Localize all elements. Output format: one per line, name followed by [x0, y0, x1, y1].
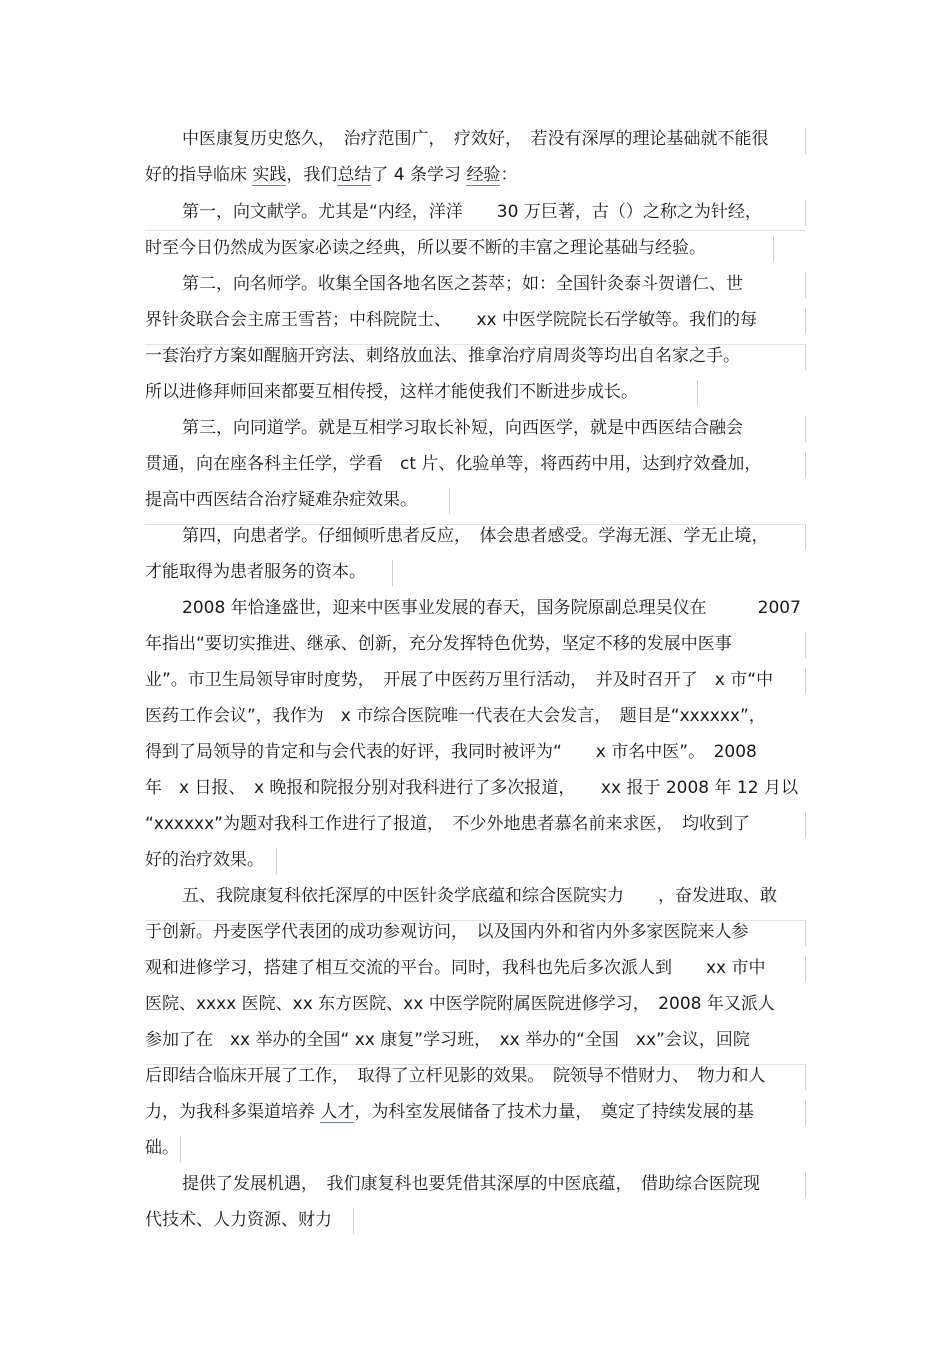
- text-run: 了 4 条学习: [371, 165, 462, 185]
- text-line: 所以进修拜师回来都要互相传授，这样才能使我们不断进步成长。: [145, 382, 638, 402]
- text-line: [145, 157, 517, 193]
- text-line: 医院、xxxx 医院、xx 东方医院、xx 中医学院附属医院进修学习， 2008 年又派人: [145, 994, 775, 1014]
- edge-mark: [353, 1208, 354, 1234]
- text-line: 础。: [145, 1138, 179, 1158]
- text-line: 第三，向同道学。就是互相学习取长补短，向西医学，就是中西医结合融会: [182, 418, 743, 438]
- text-run: ，我们: [286, 165, 338, 185]
- edge-mark: [805, 812, 806, 838]
- edge-mark: [805, 452, 806, 478]
- text-line: 2008 年恰逢盛世，迎来中医事业发展的春天，国务院原副总理吴仪在 2007: [182, 598, 801, 618]
- text-line: 于创新。丹麦医学代表团的成功参观访问， 以及国内外和省内外多家医院来人参: [145, 922, 749, 942]
- text-line: 五、我院康复科依托深厚的中医针灸学底蕴和综合医院实力 ，奋发进取、敢: [182, 886, 777, 906]
- edge-mark: [805, 200, 806, 226]
- edge-mark: [145, 344, 805, 345]
- edge-mark: [145, 524, 805, 525]
- text-run: ，为科室发展储备了技术力量， 奠定了持续发展的基: [354, 1102, 754, 1122]
- text-line: [145, 1094, 754, 1130]
- edge-mark: [805, 416, 806, 442]
- text-line: 第二，向名师学。收集全国各地名医之荟萃；如：全国针灸泰斗贺谱仁、世: [182, 274, 743, 294]
- text-run: 好的指导临床: [145, 165, 247, 185]
- text-line: 后即结合临床开展了工作， 取得了立杆见影的效果。 院领导不惜财力、 物力和人: [145, 1066, 766, 1086]
- text-line: 界针灸联合会主席王雪苔；中科院院士、 xx 中医学院院长石学敏等。我们的每: [145, 310, 758, 330]
- underlined-word: 人才: [320, 1102, 355, 1122]
- text-line: “xxxxxx”为题对我科工作进行了报道， 不少外地患者慕名前来求医， 均收到了: [145, 814, 750, 834]
- text-line: 提高中西医结合治疗疑难杂症效果。: [145, 490, 417, 510]
- edge-mark: [805, 1172, 806, 1198]
- text-line: 业”。市卫生局领导审时度势， 开展了中医药万里行活动， 并及时召开了 x 市“中: [145, 670, 774, 690]
- text-line: 一套治疗方案如醒脑开窍法、刺络放血法、推拿治疗肩周炎等均出自名家之手。: [145, 346, 740, 366]
- text-line: 第四，向患者学。仔细倾听患者反应， 体会患者感受。学海无涯、学无止境，: [182, 526, 769, 546]
- edge-mark: [805, 524, 806, 550]
- text-line: 观和进修学习，搭建了相互交流的平台。同时，我科也先后多次派人到 xx 市中: [145, 958, 766, 978]
- edge-mark: [697, 380, 698, 406]
- edge-mark: [276, 848, 277, 874]
- text-line: 参加了在 xx 举办的全国“ xx 康复”学习班， xx 举办的“全国 xx”会议，回院: [145, 1030, 750, 1050]
- text-line: 时至今日仍然成为医家必读之经典，所以要不断的丰富之理论基础与经验。: [145, 238, 706, 258]
- text-line: 年 x 日报、 x 晚报和院报分别对我科进行了多次报道， xx 报于 2008 年 12 月以: [145, 778, 798, 798]
- edge-mark: [805, 272, 806, 298]
- text-line: 才能取得为患者服务的资本。: [145, 562, 366, 582]
- text-line: 年指出“要切实推进、继承、创新，充分发挥特色优势，坚定不移的发展中医事: [145, 634, 732, 654]
- text-run: 力，为我科多渠道培养: [145, 1102, 315, 1122]
- text-line: 代技术、人力资源、财力: [145, 1210, 332, 1230]
- edge-mark: [805, 956, 806, 982]
- edge-mark: [805, 128, 806, 154]
- edge-mark: [805, 1100, 806, 1126]
- edge-mark: [145, 230, 805, 231]
- text-line: 中医康复历史悠久， 治疗范围广， 疗效好， 若没有深厚的理论基础就不能很: [182, 129, 769, 149]
- edge-mark: [145, 1064, 805, 1065]
- edge-mark: [392, 560, 393, 586]
- edge-mark: [805, 668, 806, 694]
- text-line: 得到了局领导的肯定和与会代表的好评，我同时被评为“ x 市名中医”。 2008: [145, 742, 757, 762]
- edge-mark: [805, 1064, 806, 1090]
- edge-mark: [805, 308, 806, 334]
- text-line: 医药工作会议”，我作为 x 市综合医院唯一代表在大会发言， 题目是“xxxxxx”，: [145, 706, 766, 726]
- text-run: ：: [500, 165, 518, 185]
- edge-mark: [180, 1136, 181, 1162]
- edge-mark: [449, 488, 450, 514]
- underlined-word: 总结: [337, 165, 372, 185]
- text-line: 好的治疗效果。: [145, 850, 264, 870]
- edge-mark: [805, 344, 806, 370]
- text-line: 贯通，向在座各科主任学，学看 ct 片、化验单等，将西药中用，达到疗效叠加，: [145, 454, 762, 474]
- text-line: 第一，向文献学。尤其是“内经，洋洋 30 万巨著，古（）之称之为针经，: [182, 202, 762, 222]
- edge-mark: [145, 920, 805, 921]
- text-line: 提供了发展机遇， 我们康复科也要凭借其深厚的中医底蕴， 借助综合医院现: [182, 1174, 760, 1194]
- edge-mark: [773, 236, 774, 262]
- edge-mark: [805, 632, 806, 658]
- edge-mark: [805, 920, 806, 946]
- underlined-word: 实践: [252, 165, 287, 185]
- underlined-word: 经验: [466, 165, 501, 185]
